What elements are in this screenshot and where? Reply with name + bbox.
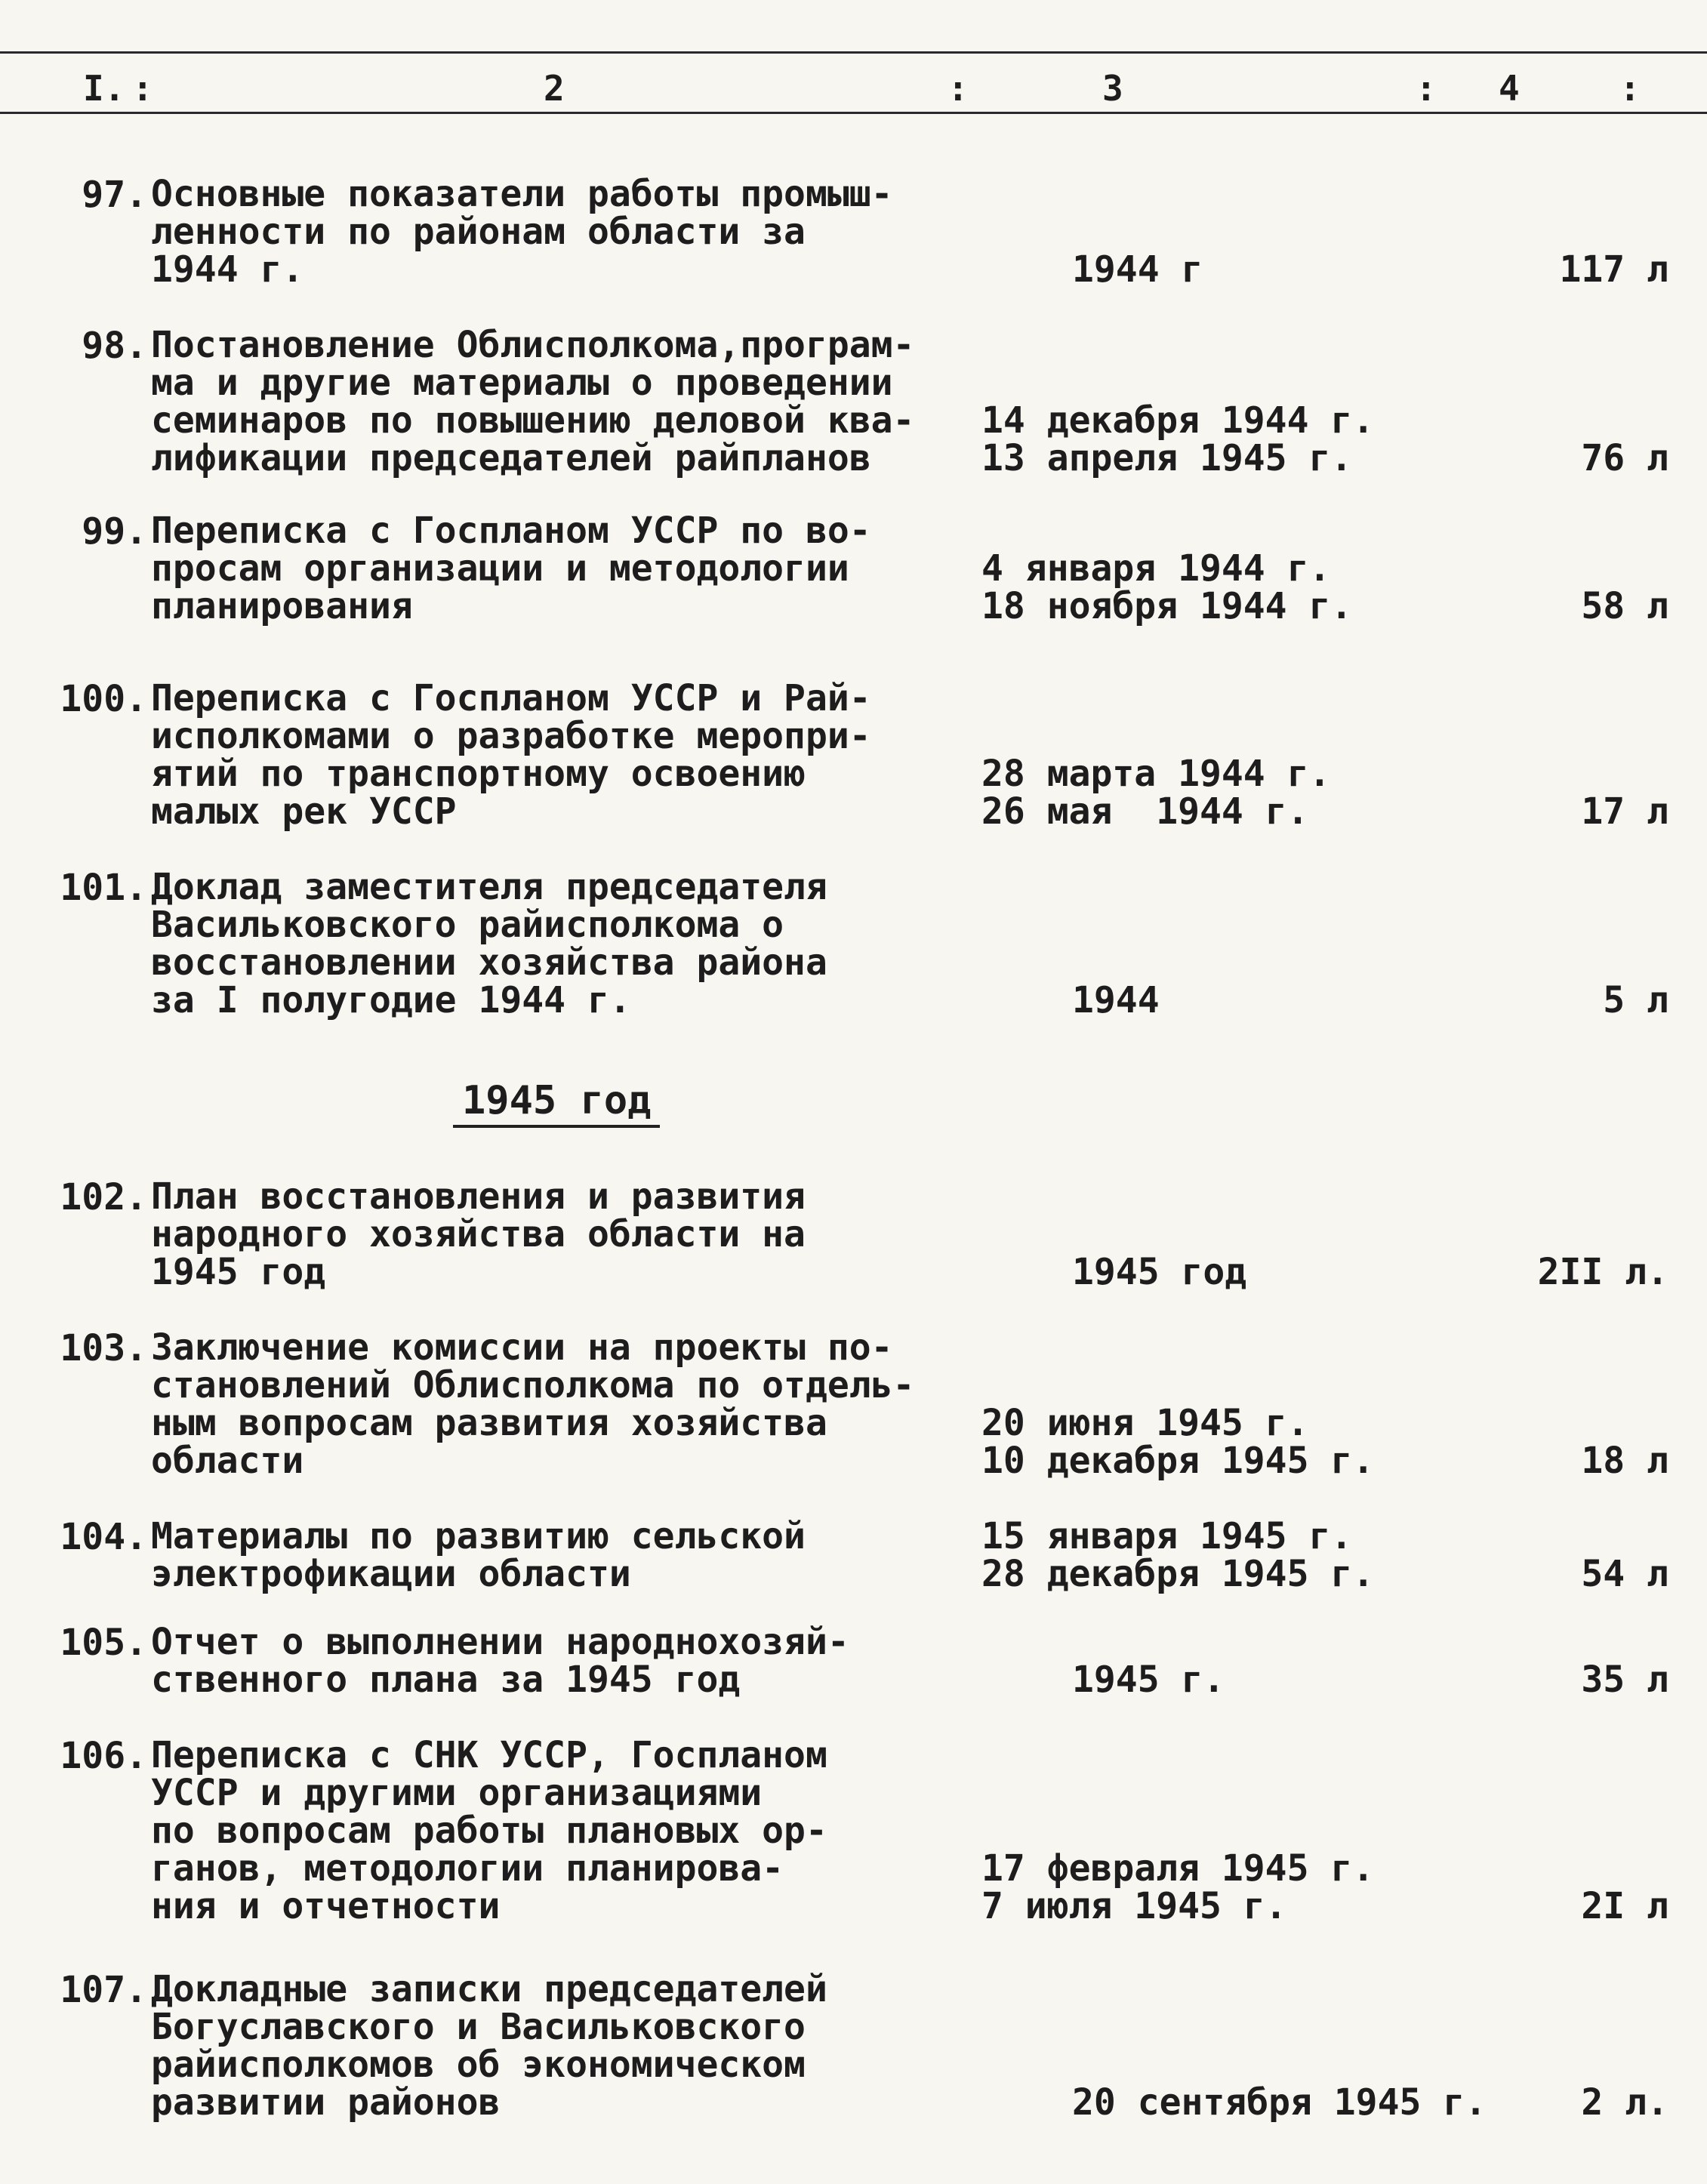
description-line: ма и другие материалы о проведении <box>151 362 893 404</box>
description-line: развитии районов <box>151 2081 501 2124</box>
entry-sheet-count: 58 л <box>1581 585 1668 627</box>
column-separator: : <box>1416 68 1437 109</box>
description-line: планирования <box>151 585 413 627</box>
column-header-2: 2 <box>544 68 565 109</box>
entry-description <box>151 1326 966 1482</box>
entry-sheet-count: 18 л <box>1581 1440 1668 1482</box>
description-line: народного хозяйства области на <box>151 1213 806 1255</box>
entry-sheet-count: 54 л <box>1581 1553 1668 1595</box>
date-line: 28 марта 1944 г. <box>981 753 1331 795</box>
date-line: 20 июня 1945 г. <box>981 1402 1309 1444</box>
entry-number: 103. <box>60 1327 147 1369</box>
column-separator: : <box>1619 68 1641 109</box>
description-line: ганов, методологии планирова- <box>151 1847 784 1890</box>
entry-number: 107. <box>60 1969 147 2011</box>
entry-number: 100. <box>60 678 147 720</box>
entry-description <box>151 173 966 291</box>
description-line: Докладные записки председателей <box>151 1968 827 2010</box>
date-line: 28 декабря 1945 г. <box>981 1553 1375 1595</box>
entry-description <box>151 512 966 625</box>
top-rule <box>0 51 1707 54</box>
description-line: райисполкомов об экономическом <box>151 2044 806 2086</box>
date-line: 10 декабря 1945 г. <box>981 1440 1375 1482</box>
entry-dates <box>981 1517 1480 1593</box>
entry-description <box>151 1175 966 1293</box>
description-line: за I полугодие 1944 г. <box>151 979 631 1021</box>
description-line: ятий по транспортному освоению <box>151 753 806 795</box>
date-line: 1945 г. <box>1072 1659 1225 1701</box>
description-line: электрофикации области <box>151 1553 631 1595</box>
description-line: области <box>151 1440 304 1482</box>
entry-description <box>151 1517 966 1593</box>
description-line: исполкомами о разработке меропри- <box>151 715 871 757</box>
description-line: УССР и другими организациями <box>151 1772 763 1814</box>
entry-description <box>151 1623 966 1699</box>
entry-number: 97. <box>82 174 147 216</box>
column-header-1: I. <box>83 68 125 109</box>
description-line: Переписка с Госпланом УССР и Рай- <box>151 677 871 719</box>
entry-number: 106. <box>60 1735 147 1777</box>
column-separator: : <box>132 68 153 109</box>
description-line: Материалы по развитию сельской <box>151 1515 806 1557</box>
description-line: Основные показатели работы промыш- <box>151 173 893 215</box>
entry-sheet-count: 2I л <box>1581 1885 1668 1927</box>
date-line: 4 января 1944 г. <box>981 547 1331 590</box>
description-line: малых рек УССР <box>151 790 457 833</box>
description-line: ленности по районам области за <box>151 211 806 253</box>
description-line: Доклад заместителя председателя <box>151 866 827 908</box>
description-line: Переписка с СНК УССР, Госпланом <box>151 1734 827 1776</box>
description-line: Переписка с Госпланом УССР по во- <box>151 510 871 552</box>
entry-number: 99. <box>82 510 147 553</box>
entry-sheet-count: 17 л <box>1581 790 1668 833</box>
column-header-3: 3 <box>1102 68 1123 109</box>
date-line: 1944 г <box>1072 248 1203 291</box>
description-line: Заключение комиссии на проекты по- <box>151 1326 893 1369</box>
date-line: 1945 год <box>1072 1251 1247 1293</box>
description-line: Отчет о выполнении народнохозяй- <box>151 1621 849 1663</box>
description-line: Постановление Облисполкома,програм- <box>151 324 915 366</box>
entry-description <box>151 868 966 1019</box>
description-line: 1944 г. <box>151 248 304 291</box>
description-line: 1945 год <box>151 1251 326 1293</box>
entry-sheet-count: 5 л <box>1603 979 1668 1021</box>
entry-dates <box>981 399 1480 479</box>
entry-sheet-count: 2II л. <box>1537 1251 1668 1293</box>
entry-sheet-count: 117 л <box>1559 248 1668 291</box>
date-line: 14 декабря 1944 г. <box>981 399 1375 442</box>
header-rule <box>0 112 1707 114</box>
entry-sheet-count: 35 л <box>1581 1659 1668 1701</box>
date-line: 26 мая 1944 г. <box>981 790 1309 833</box>
description-line: восстановлении хозяйства района <box>151 941 827 984</box>
description-line: План восстановления и развития <box>151 1175 806 1218</box>
entry-dates <box>981 753 1480 833</box>
description-line: по вопросам работы плановых ор- <box>151 1810 827 1852</box>
entry-number: 101. <box>60 867 147 909</box>
entry-sheet-count: 76 л <box>1581 437 1668 479</box>
description-line: Богуславского и Васильковского <box>151 2006 806 2048</box>
description-line: Васильковского райисполкома о <box>151 904 784 946</box>
column-separator: : <box>947 68 969 109</box>
date-line: 1944 <box>1072 979 1160 1021</box>
description-line: просам организации и методологии <box>151 547 849 590</box>
entry-sheet-count: 2 л. <box>1581 2081 1668 2124</box>
entry-description <box>151 326 966 477</box>
date-line: 7 июля 1945 г. <box>981 1885 1287 1927</box>
entry-dates <box>981 547 1480 627</box>
entry-dates <box>981 1404 1480 1480</box>
entry-description <box>151 677 966 833</box>
description-line: семинаров по повышению деловой ква- <box>151 399 915 442</box>
description-line: ния и отчетности <box>151 1885 501 1927</box>
entry-description <box>151 1736 966 1925</box>
entry-number: 105. <box>60 1622 147 1664</box>
entry-description <box>151 1968 966 2124</box>
description-line: ственного плана за 1945 год <box>151 1659 741 1701</box>
section-heading-1945: 1945 год <box>453 1080 660 1128</box>
column-header-4: 4 <box>1499 68 1520 109</box>
date-line: 13 апреля 1945 г. <box>981 437 1353 479</box>
description-line: ным вопросам развития хозяйства <box>151 1402 827 1444</box>
date-line: 17 февраля 1945 г. <box>981 1847 1375 1890</box>
date-line: 15 января 1945 г. <box>981 1515 1353 1557</box>
entry-number: 102. <box>60 1176 147 1218</box>
date-line: 18 ноября 1944 г. <box>981 585 1353 627</box>
entry-number: 98. <box>82 325 147 367</box>
entry-dates <box>981 1847 1480 1927</box>
description-line: становлений Облисполкома по отдель- <box>151 1364 915 1406</box>
description-line: лификации председателей райпланов <box>151 437 871 479</box>
date-line: 20 сентября 1945 г. <box>1072 2081 1487 2124</box>
entry-number: 104. <box>60 1516 147 1558</box>
